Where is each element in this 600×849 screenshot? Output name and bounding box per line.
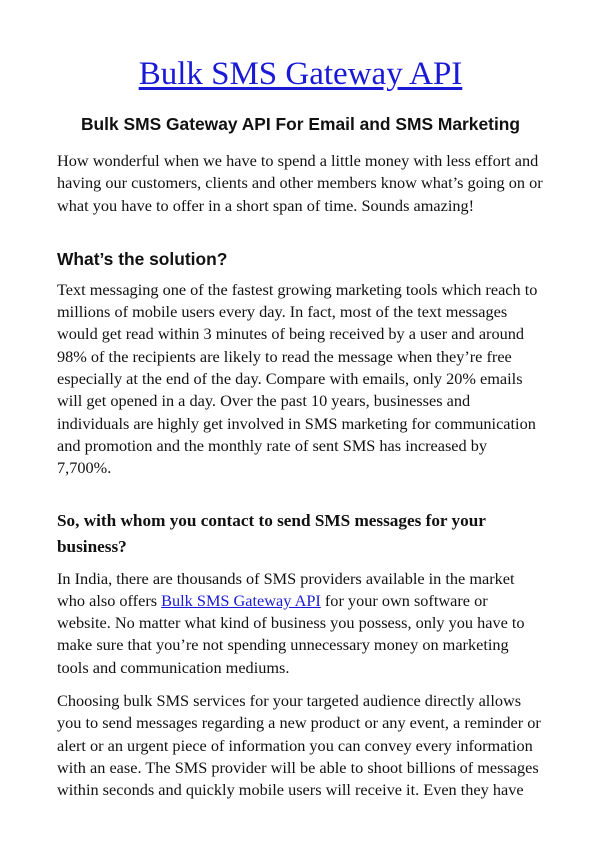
solution-paragraph: Text messaging one of the fastest growing marketing tools which reach to millions of mobile users every day. In fact, most of the text messages would get read within 3 minutes of being received by a user and around 98% of the recipients are likely to read the message when they’re free especially at the end of the day. Compare with emails, only 20% emails will get opened in a day. Over the past 10 years, businesses and individuals are highly get involved in SMS marketing for communication and promotion and the monthly rate of sent SMS has increased by 7,700%. (57, 279, 538, 478)
section-heading-contact: So, with whom you contact to send SMS messages for your business? (57, 510, 486, 556)
page-subtitle: Bulk SMS Gateway API For Email and SMS Marketing (80, 114, 521, 134)
page-title (57, 52, 544, 96)
india-paragraph-text-before: In India, there are thousands of SMS providers available in the market who also offers (57, 568, 515, 610)
choosing-paragraph: Choosing bulk SMS services for your targeted audience directly allows you to send messages regarding a new product or any event, a reminder or alert or an urgent piece of information you can convey every information with an ease. The SMS provider will be able to shoot billions of messages within seconds and quickly mobile users will receive it. Even they have (57, 691, 541, 800)
title-link[interactable]: Bulk SMS Gateway API (138, 56, 463, 92)
bulk-sms-gateway-api-link[interactable]: Bulk SMS Gateway API (161, 590, 321, 610)
india-paragraph (57, 568, 544, 679)
section-heading-solution: What’s the solution? (57, 248, 228, 269)
india-paragraph-text-after: for your own software or website. No matter what kind of business you possess, only you have to make sure that you’re not spending unnecessary money on marketing tools and communication mediums. (57, 590, 525, 677)
intro-paragraph: How wonderful when we have to spend a little money with less effort and having our customers, clients and other members know what’s going on or what you have to offer in a short span of time. Sounds amazing! (57, 151, 543, 215)
